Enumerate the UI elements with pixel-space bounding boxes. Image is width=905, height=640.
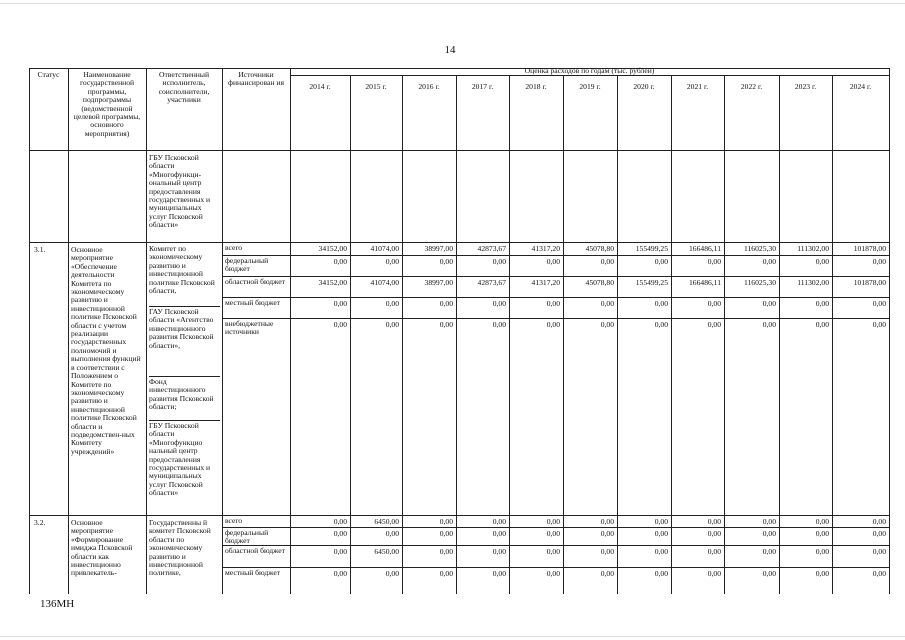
row-3-1-value: 41074,00 xyxy=(370,278,399,287)
row-3-2-value: 0,00 xyxy=(872,529,886,538)
row-3-2-value: 0,00 xyxy=(333,517,347,526)
row-3-2-source-line xyxy=(222,545,890,546)
header-sources: Источники финансирован ия xyxy=(228,71,284,88)
row-3-1-value: 0,00 xyxy=(333,257,347,266)
row-3-2-source-label: местный бюджет xyxy=(225,569,281,577)
row-3-2-value: 0,00 xyxy=(762,547,776,556)
row-3-1-responsible-item: Комитет по экономическому развитию и инвестиционной политике Псковской области, xyxy=(149,245,215,296)
header-year: 2019 г. xyxy=(579,83,601,91)
row-3-1-value: 0,00 xyxy=(654,320,668,329)
row-3-2-value: 0,00 xyxy=(492,547,506,556)
row-3-1-value: 0,00 xyxy=(385,320,399,329)
row-3-2-value: 0,00 xyxy=(707,569,721,578)
row-3-2-value: 0,00 xyxy=(439,529,453,538)
row-3-1-source-label: федеральный бюджет xyxy=(225,257,269,274)
row-3-1-value: 45078,80 xyxy=(585,244,614,253)
row-3-2-status: 3.2. xyxy=(34,519,46,527)
row-3-1-source-label: местный бюджет xyxy=(225,299,281,307)
page-number: 14 xyxy=(444,44,456,56)
column-border xyxy=(146,68,147,594)
row-3-2-value: 0,00 xyxy=(654,569,668,578)
row-3-2-value: 0,00 xyxy=(439,517,453,526)
row-3-2-value: 0,00 xyxy=(815,529,829,538)
row-3-1-value: 0,00 xyxy=(872,320,886,329)
responsible-separator xyxy=(149,306,220,307)
row-3-1-value: 0,00 xyxy=(762,299,776,308)
row-3-1-value: 0,00 xyxy=(707,299,721,308)
row-3-2-source-label: областной бюджет xyxy=(225,547,285,555)
header-year: 2018 г. xyxy=(525,83,547,91)
row-3-1-value: 0,00 xyxy=(492,257,506,266)
row-3-1-value: 0,00 xyxy=(872,299,886,308)
row-3-2-value: 0,00 xyxy=(385,569,399,578)
row-3-1-value: 116025,30 xyxy=(744,278,776,287)
row-3-1-value: 166486,11 xyxy=(689,244,721,253)
header-year: 2017 г. xyxy=(471,83,494,91)
row-3-1-value: 101878,00 xyxy=(853,278,886,287)
row-3-2-value: 0,00 xyxy=(815,517,829,526)
row-3-1-value: 0,00 xyxy=(546,320,560,329)
row-3-1-value: 0,00 xyxy=(600,299,614,308)
column-border xyxy=(68,68,69,594)
row-3-2-value: 0,00 xyxy=(707,529,721,538)
row-3-2-value: 0,00 xyxy=(815,569,829,578)
row-3-1-value: 34152,00 xyxy=(318,244,347,253)
row-3-2-value: 0,00 xyxy=(872,569,886,578)
row-3-1-value: 0,00 xyxy=(333,299,347,308)
row-3-1-value: 41074,00 xyxy=(370,244,399,253)
column-border xyxy=(29,68,30,594)
row-3-2-value: 0,00 xyxy=(333,547,347,556)
row-3-2-value: 0,00 xyxy=(439,547,453,556)
row-3-2-source-label: федеральный бюджет xyxy=(225,529,269,546)
row-3-1-value: 0,00 xyxy=(815,299,829,308)
row-3-2-value: 6450,00 xyxy=(374,547,399,556)
row-3-2-value: 0,00 xyxy=(600,547,614,556)
header-year: 2014 г. xyxy=(309,83,331,91)
row-3-1-value: 0,00 xyxy=(707,320,721,329)
row-3-1-value: 0,00 xyxy=(492,320,506,329)
row-3-2-value: 0,00 xyxy=(872,547,886,556)
header-year: 2023 г. xyxy=(794,83,817,91)
row-3-1-value: 0,00 xyxy=(707,257,721,266)
row-3-2-value: 0,00 xyxy=(872,517,886,526)
row-3-1-name: Основное мероприятие «Обеспечение деятельности Комитета по экономическому развитию и инвестиционной политике Псковской области с учетом реализации государственных полномочий и выполнения функций в соответствии с Положением о Комитете по экономическому развитию и инвестиционной политике Псковской области и подведомствен-ных Комитету учреждений» xyxy=(71,246,141,456)
row-3-1-value: 0,00 xyxy=(815,320,829,329)
row-3-2-value: 0,00 xyxy=(654,517,668,526)
row-3-1-value: 34152,00 xyxy=(318,278,347,287)
row-3-1-value: 38997,00 xyxy=(424,244,453,253)
header-name: Наименование государственной программы, подпрограммы (ведомственной целевой программы, основного мероприятия) xyxy=(73,71,141,138)
row-3-1-value: 0,00 xyxy=(762,320,776,329)
row-3-2-value: 0,00 xyxy=(654,529,668,538)
row-3-2-value: 0,00 xyxy=(439,569,453,578)
row-3-1-value: 101878,00 xyxy=(853,244,886,253)
row-3-2-value: 0,00 xyxy=(600,517,614,526)
row-3-1-value: 0,00 xyxy=(439,320,453,329)
row-3-1-value: 0,00 xyxy=(385,257,399,266)
responsible-separator xyxy=(149,376,220,377)
row-3-2-value: 0,00 xyxy=(333,569,347,578)
row-3-1-value: 41317,20 xyxy=(531,244,560,253)
row-3-2-value: 0,00 xyxy=(492,517,506,526)
row-3-1-value: 166486,11 xyxy=(689,278,721,287)
table-right-border xyxy=(889,68,890,594)
row-3-1-responsible-item: Фонд инвестиционного развития Псковской области; xyxy=(149,378,214,412)
row-3-2-value: 0,00 xyxy=(815,547,829,556)
row-3-2-value: 0,00 xyxy=(600,529,614,538)
row-3-2-value: 0,00 xyxy=(762,517,776,526)
header-year: 2016 г. xyxy=(418,83,440,91)
header-year: 2021 г. xyxy=(686,83,709,91)
row-3-2-value: 0,00 xyxy=(546,569,560,578)
row-3-1-value: 0,00 xyxy=(762,257,776,266)
row-3-1-value: 116025,30 xyxy=(744,244,776,253)
row-3-2-value: 0,00 xyxy=(762,529,776,538)
row-3-1-value: 42873,67 xyxy=(477,244,506,253)
row-3-2-value: 0,00 xyxy=(600,569,614,578)
responsible-separator xyxy=(149,420,220,421)
row-3-1-value: 45078,80 xyxy=(585,278,614,287)
continuation-responsible: ГБУ Псковской области «Многофункци-ональный центр предоставления государственных и муниципальных услуг Псковской области» xyxy=(149,154,211,230)
row-3-1-value: 0,00 xyxy=(546,257,560,266)
header-year: 2020 г. xyxy=(633,83,655,91)
row-3-1-value: 111302,00 xyxy=(797,244,829,253)
column-border xyxy=(222,68,223,594)
row-3-1-value: 0,00 xyxy=(600,320,614,329)
header-bottom-line xyxy=(29,150,890,151)
header-estimate: Оценка расходов по годам (тыс. рублей) xyxy=(524,67,655,75)
row-3-1-value: 0,00 xyxy=(439,257,453,266)
header-year: 2024 г. xyxy=(849,83,872,91)
row-3-1-responsible-item: ГАУ Псковской области «Агентство инвестиционного развития Псковской области», xyxy=(149,308,214,350)
header-year: 2022 г. xyxy=(740,83,763,91)
row-3-1-source-label: внебюджетные источники xyxy=(225,320,274,337)
row-3-2-value: 0,00 xyxy=(385,529,399,538)
row-3-1-value: 0,00 xyxy=(815,257,829,266)
row-3-1-value: 0,00 xyxy=(600,257,614,266)
row-3-1-source-line xyxy=(222,318,890,319)
row-3-1-source-label: областной бюджет xyxy=(225,278,285,286)
row-3-2-name: Основное мероприятие «Формирование имиджа Псковской области как инвестиционно привлекатель- xyxy=(71,519,133,578)
row-3-1-value: 0,00 xyxy=(439,299,453,308)
row-3-2-value: 0,00 xyxy=(492,569,506,578)
row-3-2-value: 0,00 xyxy=(707,517,721,526)
row-3-1-value: 42873,67 xyxy=(477,278,506,287)
row-3-1-source-line xyxy=(222,297,890,298)
row-3-1-value: 155499,25 xyxy=(635,278,668,287)
row-3-2-source-label: всего xyxy=(225,517,243,525)
row-3-2-value: 0,00 xyxy=(492,529,506,538)
row-3-1-status: 3.1. xyxy=(34,246,46,254)
footer-code: 136МН xyxy=(40,598,75,610)
header-responsible: Ответственный исполнитель, соисполнители, участники xyxy=(158,71,210,105)
row-3-2-responsible: Государственны й комитет Псковской области по экономическому развитию и инвестиционной политике, xyxy=(149,519,211,578)
row-3-2-value: 0,00 xyxy=(762,569,776,578)
header-status: Статус xyxy=(37,71,60,79)
row-3-2-source-line xyxy=(222,567,890,568)
row-3-1-value: 0,00 xyxy=(872,257,886,266)
row-3-1-source-label: всего xyxy=(225,244,243,252)
row-3-1-value: 155499,25 xyxy=(635,244,668,253)
row-3-1-value: 111302,00 xyxy=(797,278,829,287)
row-3-1-value: 0,00 xyxy=(546,299,560,308)
row-3-1-value: 0,00 xyxy=(654,299,668,308)
row-3-1-value: 0,00 xyxy=(385,299,399,308)
row-3-2-value: 0,00 xyxy=(546,517,560,526)
row-3-2-value: 0,00 xyxy=(546,529,560,538)
row-3-1-source-line xyxy=(222,276,890,277)
row-3-1-responsible-item: ГБУ Псковской области «Многофункцио нальный центр предоставления государственных и муниципальных услуг Псковской области» xyxy=(149,422,211,498)
row-3-2-value: 0,00 xyxy=(654,547,668,556)
row-3-2-value: 6450,00 xyxy=(374,517,399,526)
row-3-1-value: 41317,20 xyxy=(531,278,560,287)
row-3-1-value: 38997,00 xyxy=(424,278,453,287)
row-3-1-source-line xyxy=(222,255,890,256)
column-border xyxy=(290,68,291,594)
row-3-1-value: 0,00 xyxy=(654,257,668,266)
row-3-2-value: 0,00 xyxy=(546,547,560,556)
row-3-1-value: 0,00 xyxy=(333,320,347,329)
header-year: 2015 г. xyxy=(365,83,387,91)
row-3-2-source-line xyxy=(222,527,890,528)
row-3-1-value: 0,00 xyxy=(492,299,506,308)
row-3-2-value: 0,00 xyxy=(333,529,347,538)
row-3-2-value: 0,00 xyxy=(707,547,721,556)
